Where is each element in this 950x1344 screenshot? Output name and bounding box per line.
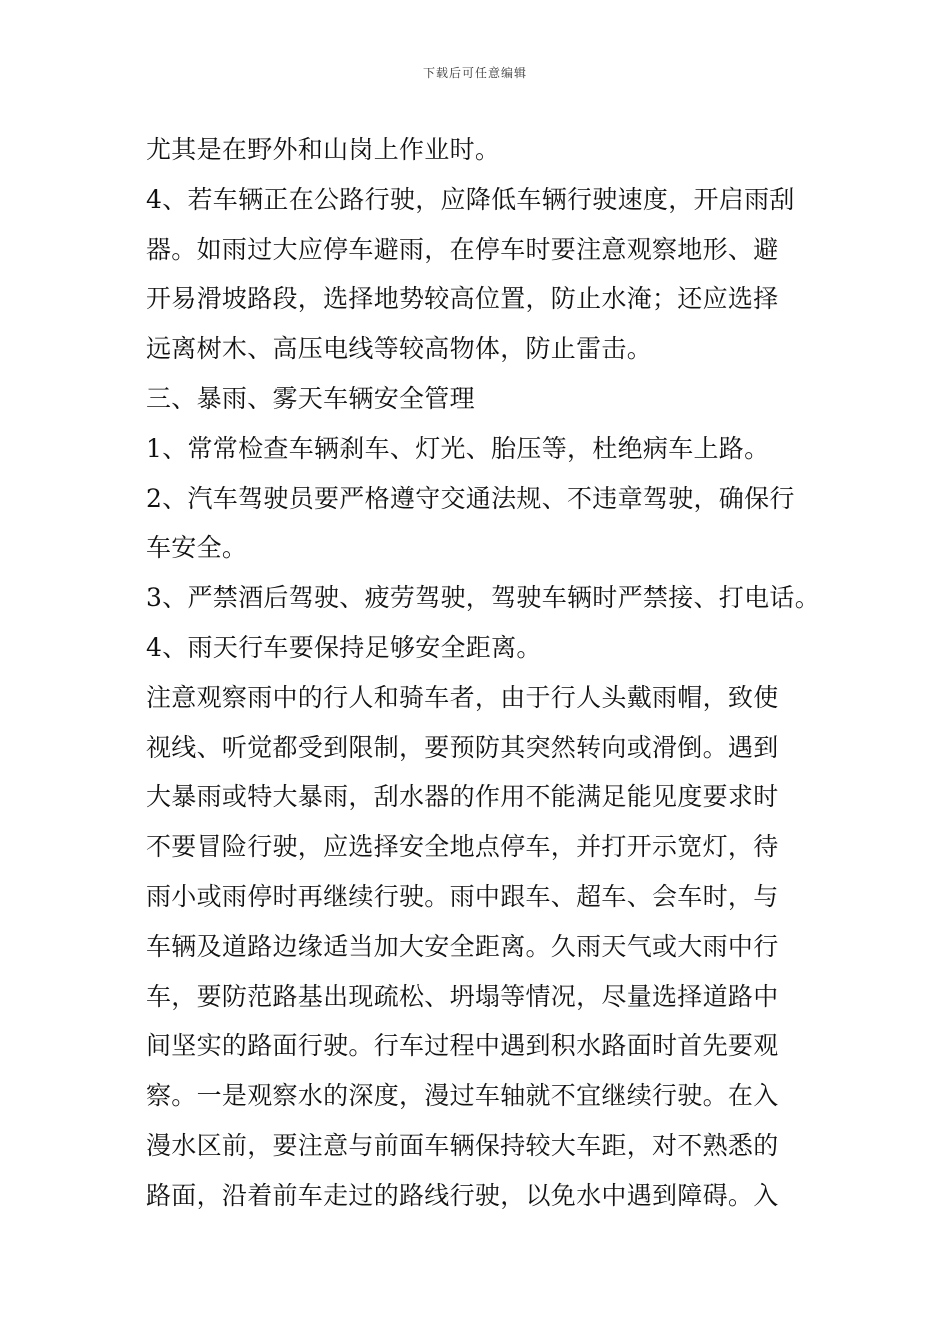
- text-line: 远离树木、高压电线等较高物体，防止雷击。: [146, 334, 653, 364]
- section-heading: 三、暴雨、雾天车辆安全管理: [146, 383, 475, 413]
- page-header: 下载后可任意编辑: [422, 66, 527, 80]
- text-line: 4、雨天行车要保持足够安全距离。: [146, 632, 542, 662]
- text-line: 2、汽车驾驶员要严格遵守交通法规、不违章驾驶，确保行: [146, 483, 795, 513]
- document-body: [146, 125, 821, 1221]
- text-line: 不要冒险行驶，应选择安全地点停车，并打开示宽灯，待: [146, 832, 779, 862]
- text-line: 察。一是观察水的深度，漫过车轴就不宜继续行驶。在入: [146, 1081, 779, 1111]
- text-line: 3、严禁酒后驾驶、疲劳驾驶，驾驶车辆时严禁接、打电话。: [146, 583, 821, 613]
- text-line: 尤其是在野外和山岗上作业时。: [146, 135, 501, 164]
- text-line: 1、常常检查车辆刹车、灯光、胎压等，杜绝病车上路。: [146, 433, 770, 463]
- text-line: 漫水区前，要注意与前面车辆保持较大车距，对不熟悉的: [146, 1130, 779, 1160]
- text-line: 4、若车辆正在公路行驶，应降低车辆行驶速度，开启雨刮: [146, 184, 795, 214]
- text-line: 车，要防范路基出现疏松、坍塌等情况，尽量选择道路中: [146, 981, 779, 1011]
- text-line: 大暴雨或特大暴雨，刮水器的作用不能满足能见度要求时: [146, 782, 779, 812]
- text-line: 车安全。: [146, 533, 248, 563]
- text-line: 路面，沿着前车走过的路线行驶，以免水中遇到障碍。入: [146, 1180, 779, 1210]
- text-line: 开易滑坡路段，选择地势较高位置，防止水淹；还应选择: [146, 284, 779, 314]
- text-line: 注意观察雨中的行人和骑车者，由于行人头戴雨帽，致使: [146, 682, 779, 712]
- text-line: 视线、听觉都受到限制，要预防其突然转向或滑倒。遇到: [146, 732, 779, 762]
- text-line: 车辆及道路边缘适当加大安全距离。久雨天气或大雨中行: [146, 931, 779, 961]
- text-line: 器。如雨过大应停车避雨，在停车时要注意观察地形、避: [146, 234, 779, 264]
- text-line: 间坚实的路面行驶。行车过程中遇到积水路面时首先要观: [146, 1031, 779, 1061]
- text-line: 雨小或雨停时再继续行驶。雨中跟车、超车、会车时，与: [146, 881, 779, 911]
